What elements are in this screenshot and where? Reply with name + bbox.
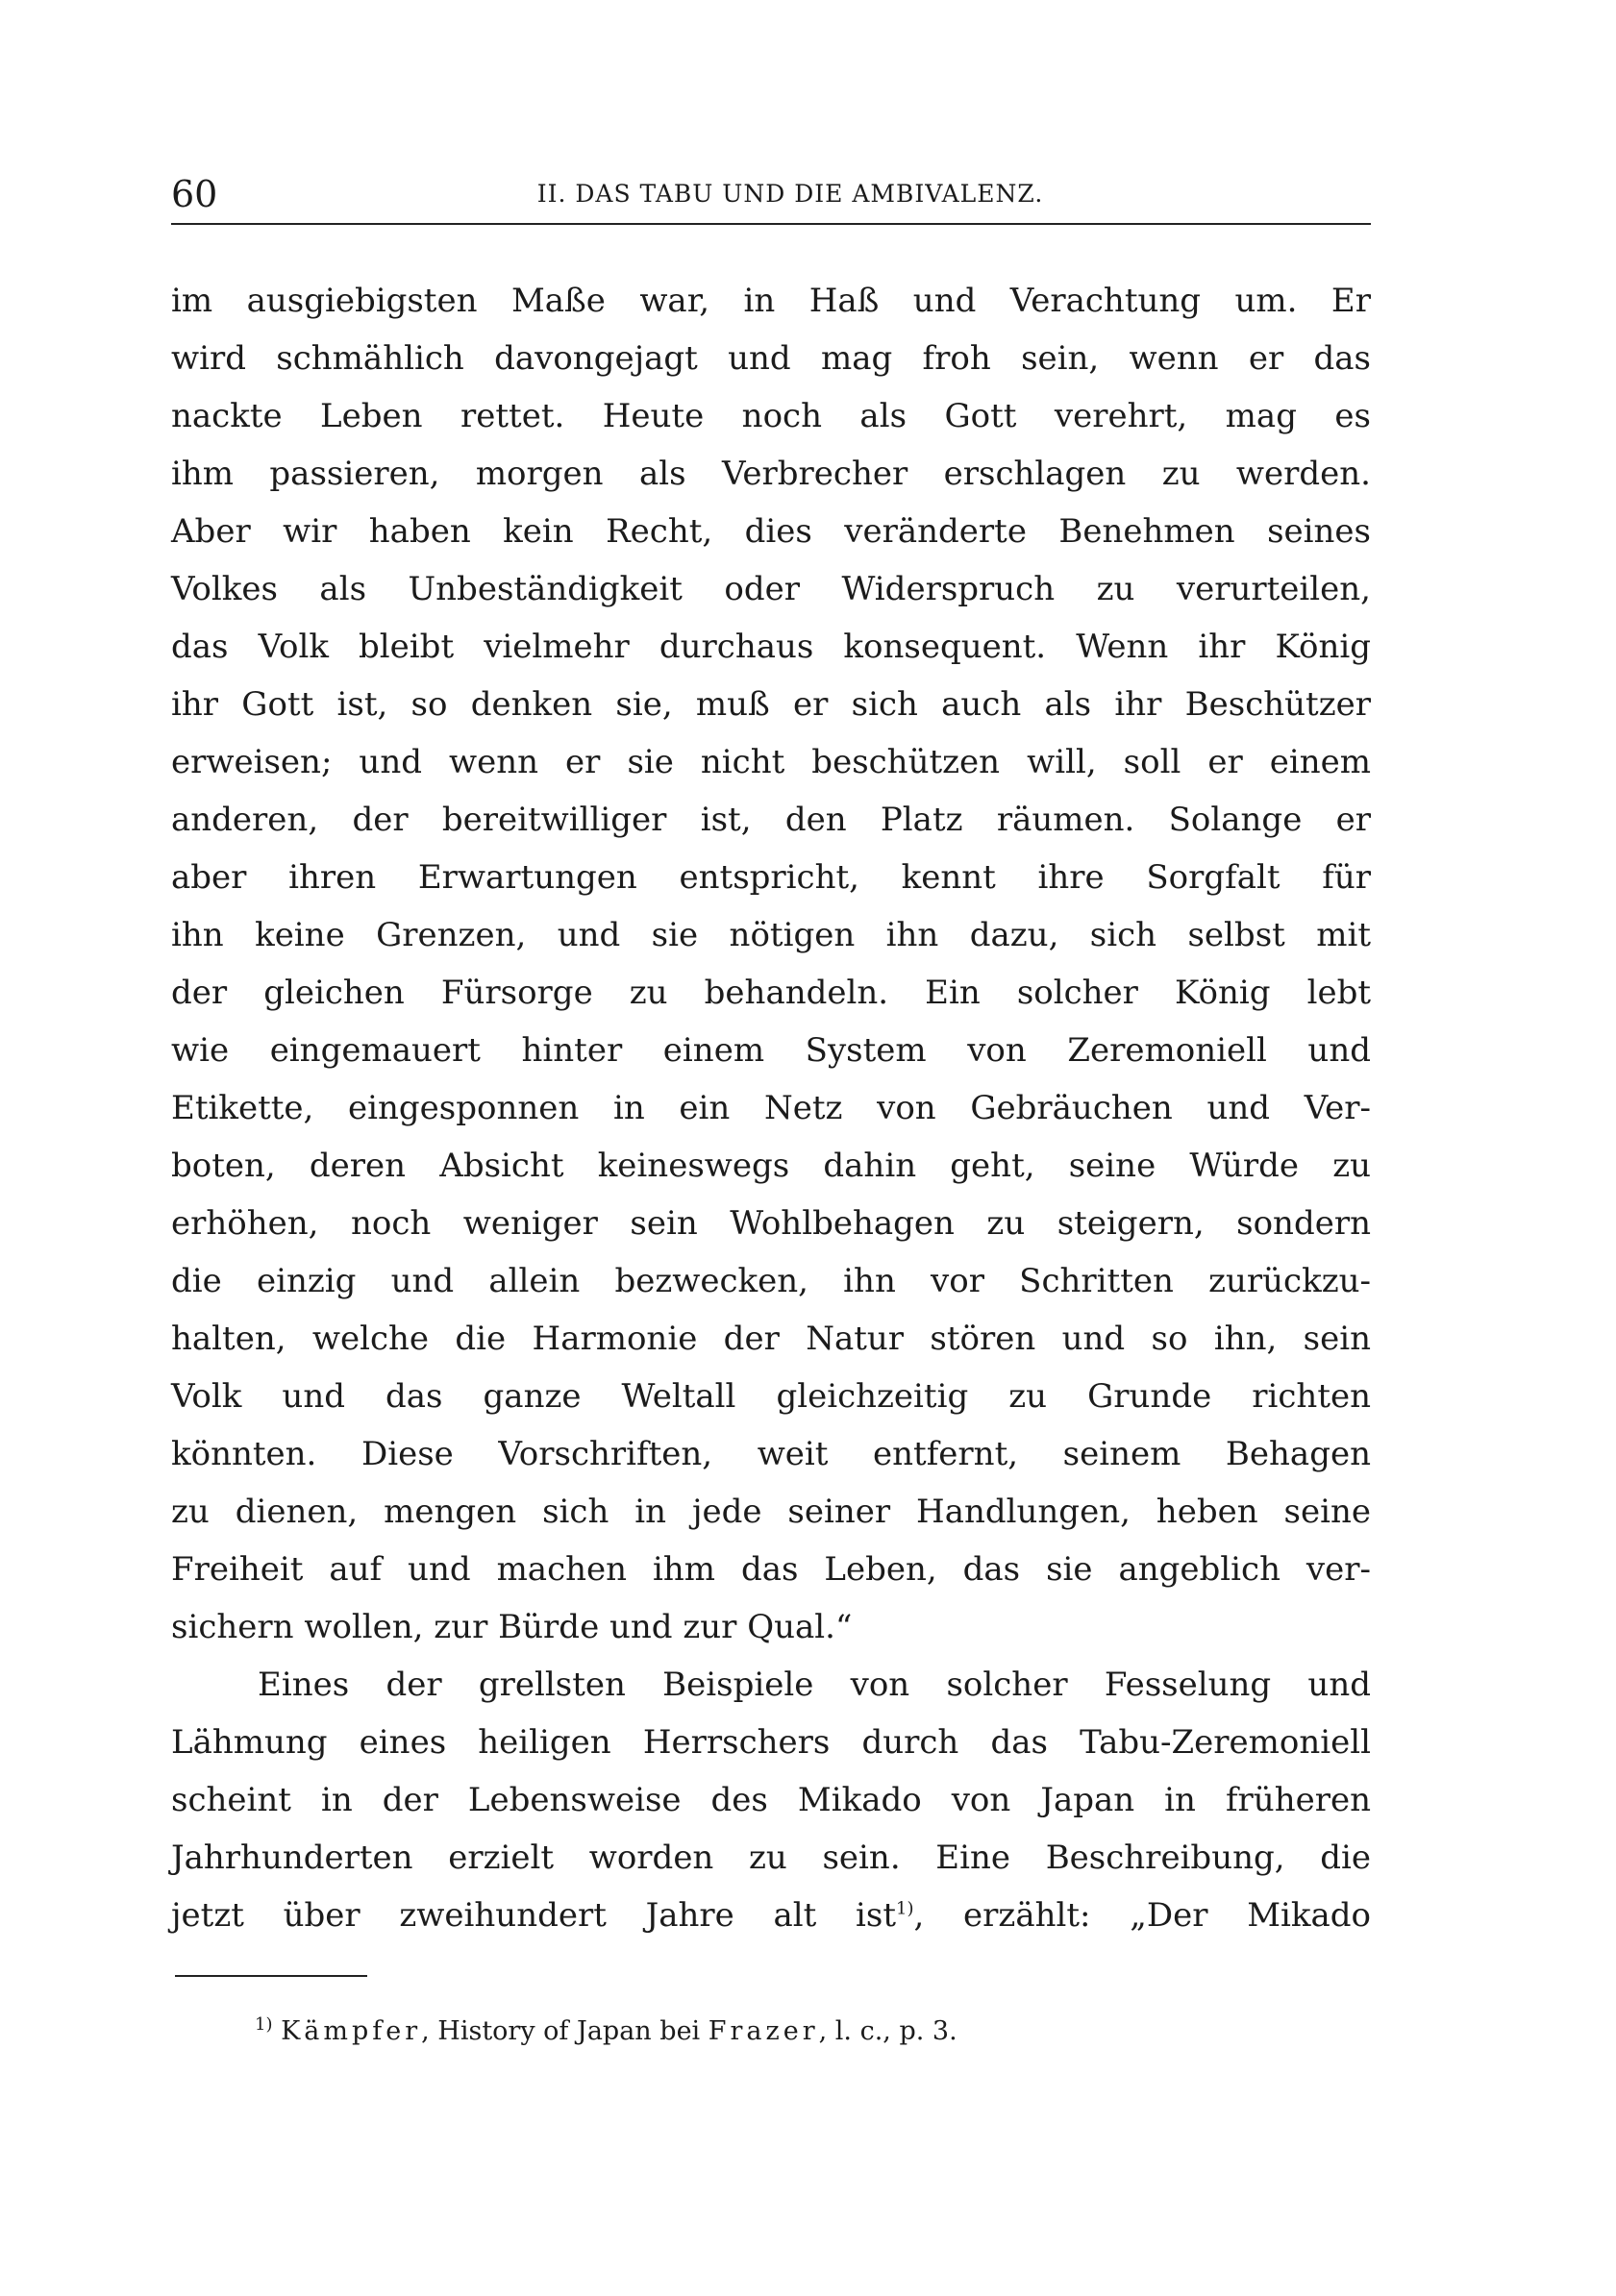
footnote xyxy=(255,2012,1312,2051)
text-line: Aber wir haben kein Recht, dies veränderte Benehmen seines xyxy=(171,512,1371,551)
text-line: wie eingemauert hinter einem System von Zeremoniell und xyxy=(171,1031,1371,1070)
text-line: wird schmählich davongejagt und mag froh sein, wenn er das xyxy=(171,339,1371,378)
text-line: ihn keine Grenzen, und sie nötigen ihn dazu, sich selbst mit xyxy=(171,916,1371,954)
footnote-text: , History of Japan bei xyxy=(421,2016,709,2046)
footnote-reference: 1) xyxy=(896,1898,914,1919)
text-line: Etikette, eingesponnen in ein Netz von Gebräuchen und Ver- xyxy=(171,1089,1371,1127)
footnote-author: Kämpfer xyxy=(281,2016,422,2046)
text-line: Freiheit auf und machen ihm das Leben, das sie angeblich ver- xyxy=(171,1550,1371,1589)
text-line: nackte Leben rettet. Heute noch als Gott verehrt, mag es xyxy=(171,397,1371,435)
text-line: der gleichen Fürsorge zu behandeln. Ein solcher König lebt xyxy=(171,974,1371,1012)
page-number: 60 xyxy=(171,173,218,215)
footnote-marker: 1) xyxy=(255,2014,273,2035)
footnote-author: Frazer xyxy=(708,2016,819,2046)
text-line: ihr Gott ist, so denken sie, muß er sich auch als ihr Beschützer xyxy=(171,685,1371,724)
text-line: die einzig und allein bezwecken, ihn vor Schritten zurückzu- xyxy=(171,1262,1371,1300)
header-title: II. DAS TABU UND DIE AMBIVALENZ. xyxy=(536,180,1044,208)
footnote-text: , l. c., p. 3. xyxy=(818,2016,957,2046)
text-line: sichern wollen, zur Bürde und zur Qual.“ xyxy=(171,1608,853,1646)
text-line: halten, welche die Harmonie der Natur stören und so ihn, sein xyxy=(171,1320,1371,1358)
text-line: im ausgiebigsten Maße war, in Haß und Verachtung um. Er xyxy=(171,282,1371,320)
text-line: aber ihren Erwartungen entspricht, kennt ihre Sorgfalt für xyxy=(171,858,1371,897)
footnote-rule xyxy=(175,1975,367,1977)
text-line: Volk und das ganze Weltall gleichzeitig zu Grunde richten xyxy=(171,1377,1371,1416)
header-rule xyxy=(171,223,1371,225)
text-line xyxy=(171,1887,1371,1944)
text-line: zu dienen, mengen sich in jede seiner Handlungen, heben seine xyxy=(171,1493,1371,1531)
text-line: Lähmung eines heiligen Herrschers durch das Tabu-Zeremoniell xyxy=(171,1723,1371,1762)
text-line: anderen, der bereitwilliger ist, den Platz räumen. Solange er xyxy=(171,801,1371,839)
text-line: Eines der grellsten Beispiele von solcher Fesselung und xyxy=(258,1666,1371,1704)
running-head xyxy=(171,171,1371,217)
text-segment: , erzählt: „Der Mikado xyxy=(913,1896,1371,1935)
text-segment: jetzt über zweihundert Jahre alt ist xyxy=(171,1896,897,1935)
text-line: boten, deren Absicht keineswegs dahin geht, seine Würde zu xyxy=(171,1147,1371,1185)
text-line: scheint in der Lebensweise des Mikado von Japan in früheren xyxy=(171,1781,1371,1819)
text-line: das Volk bleibt vielmehr durchaus konsequent. Wenn ihr König xyxy=(171,628,1371,666)
text-line: Jahrhunderten erzielt worden zu sein. Eine Beschreibung, die xyxy=(171,1839,1371,1877)
text-line: erweisen; und wenn er sie nicht beschützen will, soll er einem xyxy=(171,743,1371,781)
text-line: könnten. Diese Vorschriften, weit entfernt, seinem Behagen xyxy=(171,1435,1371,1473)
text-line: Volkes als Unbeständigkeit oder Widerspruch zu verurteilen, xyxy=(171,570,1371,608)
text-line: erhöhen, noch weniger sein Wohlbehagen zu steigern, sondern xyxy=(171,1204,1371,1243)
body-text xyxy=(171,272,1371,1944)
text-line: ihm passieren, morgen als Verbrecher erschlagen zu werden. xyxy=(171,455,1371,493)
